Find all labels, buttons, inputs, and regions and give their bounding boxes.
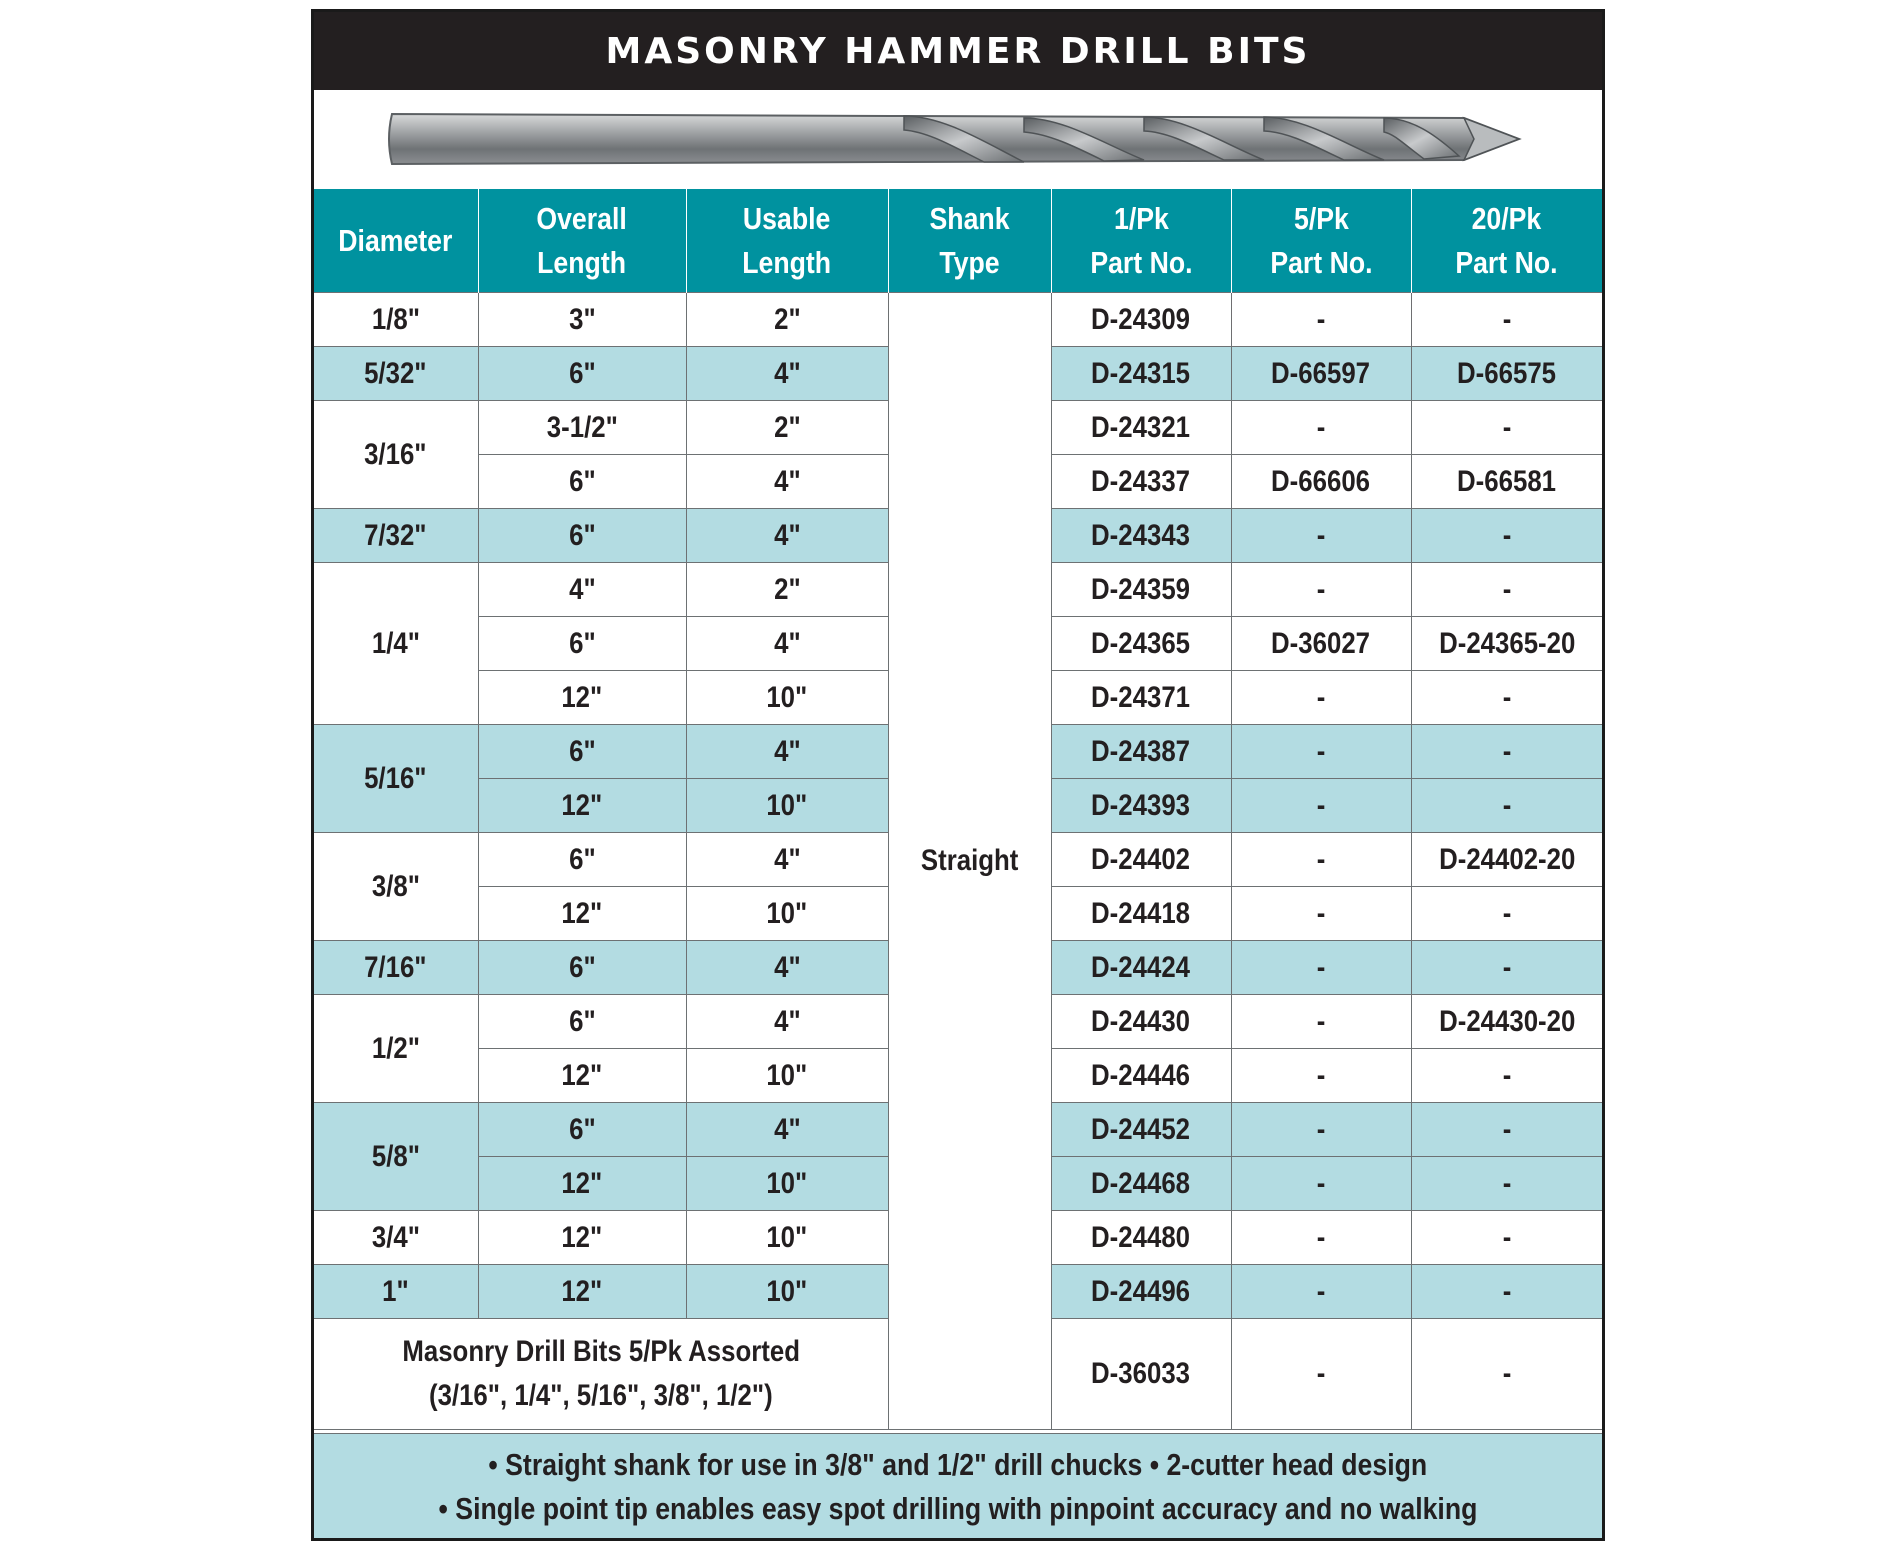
cell-20pk-part: - <box>1411 401 1602 455</box>
cell-overall-length: 3-1/2" <box>478 401 686 455</box>
cell-5pk-part: - <box>1231 833 1411 887</box>
cell-5pk-part: - <box>1231 779 1411 833</box>
cell-1pk-part: D-24418 <box>1051 887 1231 941</box>
cell-5pk-part: - <box>1231 293 1411 347</box>
cell-usable-length: 4" <box>686 509 888 563</box>
col-header-overall-length: Overall Length <box>478 189 686 293</box>
cell-20pk-part: - <box>1411 509 1602 563</box>
cell-5pk-part: - <box>1231 1265 1411 1319</box>
page-title: MASONRY HAMMER DRILL BITS <box>605 30 1311 72</box>
cell-20pk-part: D-24430-20 <box>1411 995 1602 1049</box>
cell-diameter: 3/16" <box>314 401 478 509</box>
features-footer <box>314 1433 1602 1539</box>
col-header-usable-length: Usable Length <box>686 189 888 293</box>
title-bar <box>314 12 1602 90</box>
cell-1pk-part: D-24337 <box>1051 455 1231 509</box>
cell-20pk-part: - <box>1411 293 1602 347</box>
cell-overall-length: 3" <box>478 293 686 347</box>
cell-5pk-part: D-66606 <box>1231 455 1411 509</box>
cell-5pk-part: - <box>1231 509 1411 563</box>
cell-1pk-part: D-24452 <box>1051 1103 1231 1157</box>
cell-20pk-part: - <box>1411 941 1602 995</box>
cell-diameter: 5/32" <box>314 347 478 401</box>
cell-20pk-part: - <box>1411 1049 1602 1103</box>
cell-1pk-part: D-24359 <box>1051 563 1231 617</box>
product-card <box>311 9 1605 1541</box>
cell-20pk-part: D-66581 <box>1411 455 1602 509</box>
cell-20pk-part: - <box>1411 1157 1602 1211</box>
cell-diameter: 1" <box>314 1265 478 1319</box>
table-header-row <box>314 189 1602 293</box>
cell-overall-length: 12" <box>478 671 686 725</box>
table-row <box>314 293 1602 347</box>
cell-5pk-part: - <box>1231 725 1411 779</box>
cell-diameter: 5/16" <box>314 725 478 833</box>
cell-overall-length: 6" <box>478 941 686 995</box>
cell-usable-length: 4" <box>686 347 888 401</box>
cell-20pk-part: - <box>1411 1211 1602 1265</box>
cell-usable-length: 4" <box>686 617 888 671</box>
feature-line: • Straight shank for use in 3/8" and 1/2" drill chucks • 2-cutter head design <box>488 1446 1428 1482</box>
cell-usable-length: 2" <box>686 293 888 347</box>
cell-1pk-part: D-24424 <box>1051 941 1231 995</box>
cell-usable-length: 4" <box>686 1103 888 1157</box>
cell-1pk-part: D-24371 <box>1051 671 1231 725</box>
cell-1pk-part: D-24402 <box>1051 833 1231 887</box>
cell-diameter: 1/4" <box>314 563 478 725</box>
cell-overall-length: 6" <box>478 347 686 401</box>
cell-20pk-part: D-24365-20 <box>1411 617 1602 671</box>
cell-usable-length: 10" <box>686 1157 888 1211</box>
cell-5pk-part: - <box>1231 401 1411 455</box>
cell-1pk-part: D-24393 <box>1051 779 1231 833</box>
cell-5pk-part: - <box>1231 1211 1411 1265</box>
cell-overall-length: 12" <box>478 779 686 833</box>
cell-5pk-part: D-36027 <box>1231 617 1411 671</box>
cell-5pk-part: - <box>1231 887 1411 941</box>
cell-usable-length: 10" <box>686 1211 888 1265</box>
drill-bit-illustration <box>384 102 1534 176</box>
cell-20pk-part: - <box>1411 1265 1602 1319</box>
cell-1pk-part: D-24387 <box>1051 725 1231 779</box>
cell-overall-length: 6" <box>478 617 686 671</box>
cell-20pk-part: D-24402-20 <box>1411 833 1602 887</box>
cell-5pk-part: - <box>1231 563 1411 617</box>
cell-1pk-part: D-24480 <box>1051 1211 1231 1265</box>
cell-overall-length: 12" <box>478 887 686 941</box>
cell-diameter: 1/2" <box>314 995 478 1103</box>
cell-5pk-part: - <box>1231 941 1411 995</box>
cell-5pk-part: - <box>1231 995 1411 1049</box>
cell-20pk-part: - <box>1411 779 1602 833</box>
cell-usable-length: 10" <box>686 1265 888 1319</box>
cell-1pk-part: D-24496 <box>1051 1265 1231 1319</box>
cell-overall-length: 6" <box>478 455 686 509</box>
cell-diameter: 1/8" <box>314 293 478 347</box>
cell-5pk-part: - <box>1231 1319 1411 1430</box>
cell-5pk-part: - <box>1231 1049 1411 1103</box>
cell-usable-length: 2" <box>686 563 888 617</box>
cell-5pk-part: D-66597 <box>1231 347 1411 401</box>
cell-usable-length: 4" <box>686 941 888 995</box>
feature-line: • Single point tip enables easy spot drilling with pinpoint accuracy and no walking <box>438 1490 1478 1526</box>
cell-overall-length: 6" <box>478 725 686 779</box>
cell-20pk-part: D-66575 <box>1411 347 1602 401</box>
drill-image-area <box>314 90 1602 189</box>
cell-overall-length: 12" <box>478 1265 686 1319</box>
cell-20pk-part: - <box>1411 671 1602 725</box>
cell-overall-length: 12" <box>478 1211 686 1265</box>
cell-usable-length: 10" <box>686 671 888 725</box>
cell-usable-length: 4" <box>686 995 888 1049</box>
cell-1pk-part: D-24430 <box>1051 995 1231 1049</box>
cell-usable-length: 2" <box>686 401 888 455</box>
cell-usable-length: 10" <box>686 887 888 941</box>
cell-20pk-part: - <box>1411 1319 1602 1430</box>
cell-diameter: 3/4" <box>314 1211 478 1265</box>
col-header-1pk: 1/Pk Part No. <box>1051 189 1231 293</box>
cell-diameter: 3/8" <box>314 833 478 941</box>
assorted-description: Masonry Drill Bits 5/Pk Assorted (3/16", 1/4", 5/16", 3/8", 1/2") <box>314 1319 888 1430</box>
cell-5pk-part: - <box>1231 1157 1411 1211</box>
cell-overall-length: 6" <box>478 509 686 563</box>
cell-usable-length: 10" <box>686 1049 888 1103</box>
cell-1pk-part: D-24468 <box>1051 1157 1231 1211</box>
cell-1pk-part: D-36033 <box>1051 1319 1231 1430</box>
cell-20pk-part: - <box>1411 887 1602 941</box>
cell-overall-length: 6" <box>478 995 686 1049</box>
cell-1pk-part: D-24321 <box>1051 401 1231 455</box>
cell-5pk-part: - <box>1231 671 1411 725</box>
col-header-diameter: Diameter <box>314 189 478 293</box>
cell-diameter: 7/16" <box>314 941 478 995</box>
cell-usable-length: 10" <box>686 779 888 833</box>
cell-overall-length: 12" <box>478 1157 686 1211</box>
cell-1pk-part: D-24365 <box>1051 617 1231 671</box>
spec-table <box>314 189 1602 1430</box>
cell-shank-type: Straight <box>888 293 1051 1430</box>
col-header-shank-type: Shank Type <box>888 189 1051 293</box>
cell-usable-length: 4" <box>686 833 888 887</box>
cell-5pk-part: - <box>1231 1103 1411 1157</box>
cell-overall-length: 6" <box>478 1103 686 1157</box>
cell-1pk-part: D-24343 <box>1051 509 1231 563</box>
cell-20pk-part: - <box>1411 725 1602 779</box>
cell-overall-length: 12" <box>478 1049 686 1103</box>
col-header-5pk: 5/Pk Part No. <box>1231 189 1411 293</box>
col-header-20pk: 20/Pk Part No. <box>1411 189 1602 293</box>
cell-1pk-part: D-24315 <box>1051 347 1231 401</box>
cell-diameter: 5/8" <box>314 1103 478 1211</box>
cell-usable-length: 4" <box>686 455 888 509</box>
cell-diameter: 7/32" <box>314 509 478 563</box>
cell-overall-length: 6" <box>478 833 686 887</box>
cell-1pk-part: D-24446 <box>1051 1049 1231 1103</box>
cell-1pk-part: D-24309 <box>1051 293 1231 347</box>
cell-20pk-part: - <box>1411 563 1602 617</box>
cell-usable-length: 4" <box>686 725 888 779</box>
cell-overall-length: 4" <box>478 563 686 617</box>
cell-20pk-part: - <box>1411 1103 1602 1157</box>
